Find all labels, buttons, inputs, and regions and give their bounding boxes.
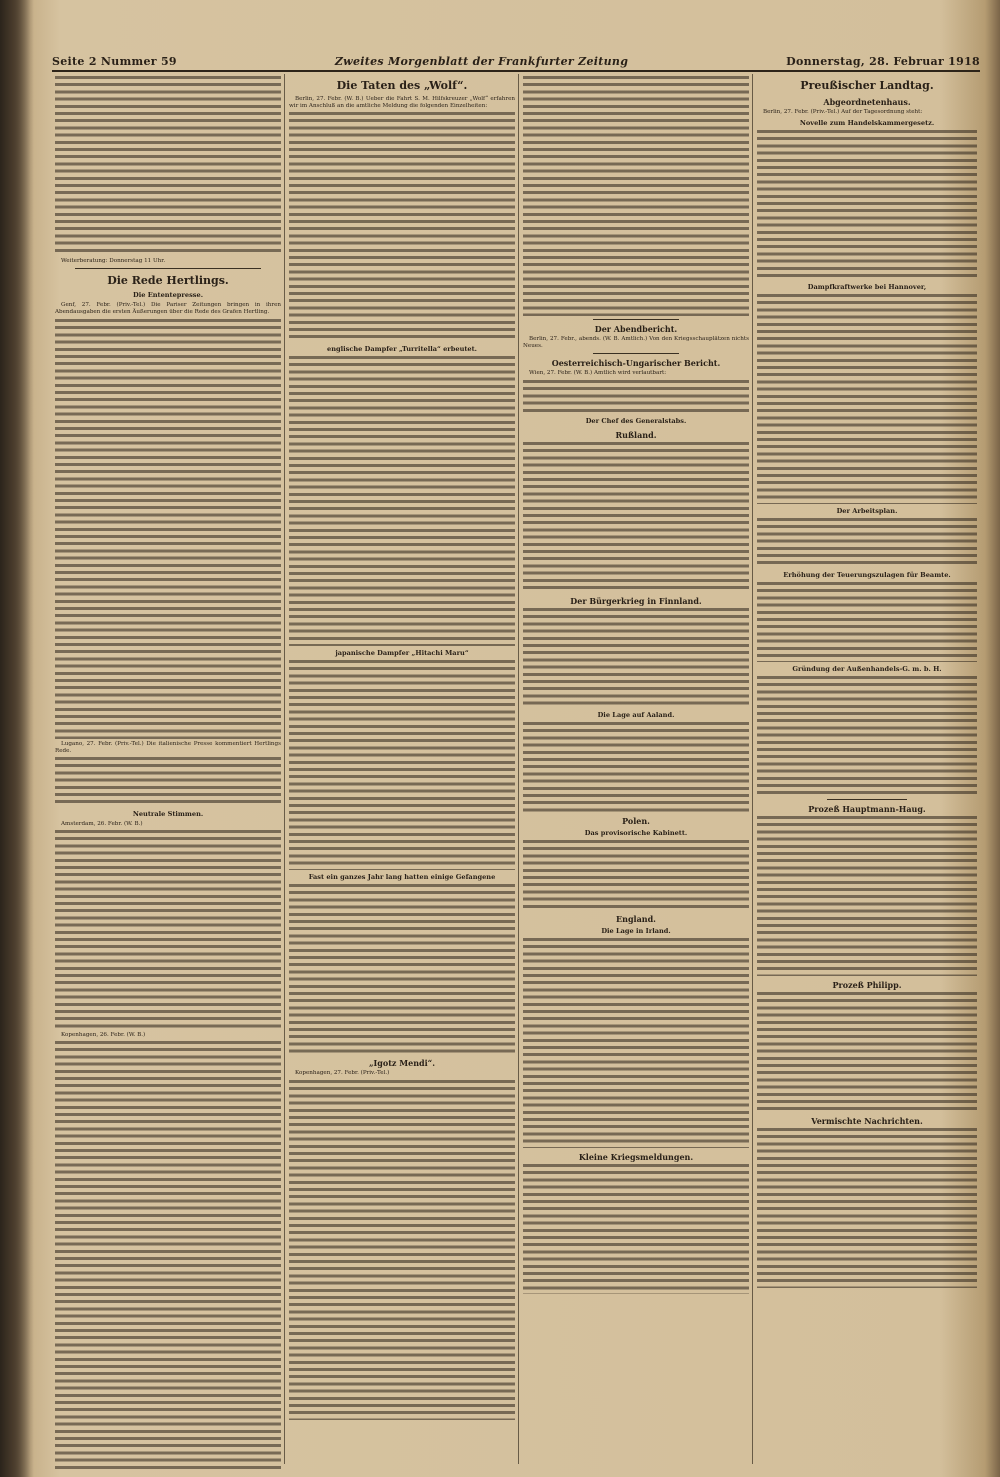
column-rule [284, 74, 285, 1464]
text-block [523, 840, 749, 910]
divider [593, 353, 679, 354]
text-block [55, 76, 281, 256]
text-block [55, 830, 281, 1030]
subhead-fastjahr: Fast ein ganzes Jahr lang hatten einige Gefangene [308, 873, 496, 882]
text-block [55, 1041, 281, 1469]
divider [593, 319, 679, 320]
lead-genf: Genf, 27. Febr. (Priv.-Tel.) Die Pariser Zeitungen bringen in ihren Abendausgaben die ersten Äußerungen über die Rede des Grafen Hertling. [55, 302, 281, 316]
text-block [757, 992, 977, 1112]
text-block [289, 884, 515, 1054]
text-block [55, 319, 281, 739]
lead-amsterdam: Amsterdam, 26. Febr. (W. B.) [61, 821, 143, 828]
text-block [757, 1128, 977, 1288]
column-4 [754, 74, 980, 1469]
continuation-line: Weiterberatung: Donnerstag 11 Uhr. [61, 258, 166, 264]
text-block [289, 356, 515, 646]
subhead-arbeitsplan: Der Arbeitsplan. [836, 507, 898, 516]
text-block [523, 938, 749, 1148]
column-rule [752, 74, 753, 1464]
text-block [757, 518, 977, 568]
text-block [289, 112, 515, 342]
lead-kopenhagen: Kopenhagen, 26. Febr. (W. B.) [61, 1032, 146, 1039]
header-right: Donnerstag, 28. Februar 1918 [786, 54, 980, 68]
column-rule [518, 74, 519, 1464]
text-block [757, 130, 977, 280]
subhead-turritella: englische Dampfer „Turritella“ erbeutet. [327, 345, 477, 354]
text-block [55, 757, 281, 807]
lead-berlin-wolf: Berlin, 27. Febr. (W. B.) Ueber die Fahrt S. M. Hilfskreuzer „Wolf“ erfahren wir im Anschluß an die amtliche Meldung die folgenden Einzelheiten: [289, 96, 515, 110]
column-2 [286, 74, 518, 1469]
subhead-aussenhandel: Gründung der Außenhandels-G. m. b. H. [792, 665, 942, 674]
lead-kopenhagen-igotz: Kopenhagen, 27. Febr. (Priv.-Tel.) [295, 1070, 390, 1077]
abendbericht-text: Berlin, 27. Febr., abends. (W. B. Amtlich.) Von den Kriegsschauplätzen nichts Neues. [523, 336, 749, 350]
text-block [757, 676, 977, 796]
page-header [52, 52, 980, 72]
article-title-england: England. [616, 913, 656, 924]
article-title-oesterreich: Oesterreichisch-Ungarischer Bericht. [551, 358, 721, 369]
subhead-teuerung: Erhöhung der Teuerungszulagen für Beamte. [783, 571, 951, 580]
header-center: Zweites Morgenblatt der Frankfurter Zeitung [334, 54, 629, 68]
column-3 [520, 74, 752, 1469]
lead-berlin-landtag: Berlin, 27. Febr. (Priv.-Tel.) Auf der Tagesordnung steht: [763, 109, 923, 115]
text-block [523, 722, 749, 812]
oesterreich-signature: Der Chef des Generalstabs. [585, 416, 687, 425]
article-title-finnland: Der Bürgerkrieg in Finnland. [570, 595, 702, 606]
text-block [523, 1164, 749, 1294]
text-block [523, 608, 749, 708]
divider [827, 799, 907, 800]
column-1 [52, 74, 284, 1469]
binding-edge [0, 0, 34, 1477]
article-title-abendbericht: Der Abendbericht. [594, 324, 678, 334]
subhead-abgeordnetenhaus: Abgeordnetenhaus. [823, 97, 911, 107]
subhead-novelle: Novelle zum Handelskammergesetz. [799, 119, 935, 128]
header-left: Seite 2 Nummer 59 [52, 54, 177, 68]
subhead-dampfkraft: Dampfkraftwerke bei Hannover, [807, 283, 927, 292]
article-title-philipp: Prozeß Philipp. [832, 980, 902, 991]
subhead-hitachi: japanische Dampfer „Hitachi Maru“ [335, 649, 469, 658]
article-title-kleine: Kleine Kriegsmeldungen. [578, 1151, 694, 1162]
subhead-igotz: „Igotz Mendi“. [368, 1058, 436, 1069]
oesterreich-lead: Wien, 27. Febr. (W. B.) Amtlich wird verlautbart: [529, 370, 667, 377]
article-title-landtag: Preußischer Landtag. [800, 79, 934, 92]
article-title-wolf: Die Taten des „Wolf“. [336, 79, 468, 92]
article-title-russland: Rußland. [615, 429, 657, 440]
text-block [523, 442, 749, 592]
subhead-neutrale: Neutrale Stimmen. [132, 810, 204, 819]
text-block [757, 294, 977, 504]
subhead-aaland: Die Lage auf Aaland. [597, 710, 675, 719]
lead-lugano: Lugano, 27. Febr. (Priv.-Tel.) Die italienische Presse kommentiert Hertlings Rede. [55, 740, 281, 754]
columns [52, 74, 980, 1469]
subhead-kabinett: Das provisorische Kabinett. [584, 828, 688, 837]
subhead-irland: Die Lage in Irland. [601, 926, 671, 935]
article-title-polen: Polen. [622, 815, 650, 826]
subhead-ententepresse: Die Ententepresse. [132, 291, 203, 300]
text-block [757, 582, 977, 662]
article-title-rede: Die Rede Hertlings. [107, 274, 229, 288]
text-block [289, 660, 515, 870]
article-title-hauptmann: Prozeß Hauptmann-Haug. [808, 804, 926, 815]
text-block [757, 816, 977, 976]
text-block [289, 1080, 515, 1420]
article-title-vermischte: Vermischte Nachrichten. [811, 1116, 923, 1127]
text-block [523, 380, 749, 414]
divider [75, 268, 261, 269]
text-block [523, 76, 749, 316]
